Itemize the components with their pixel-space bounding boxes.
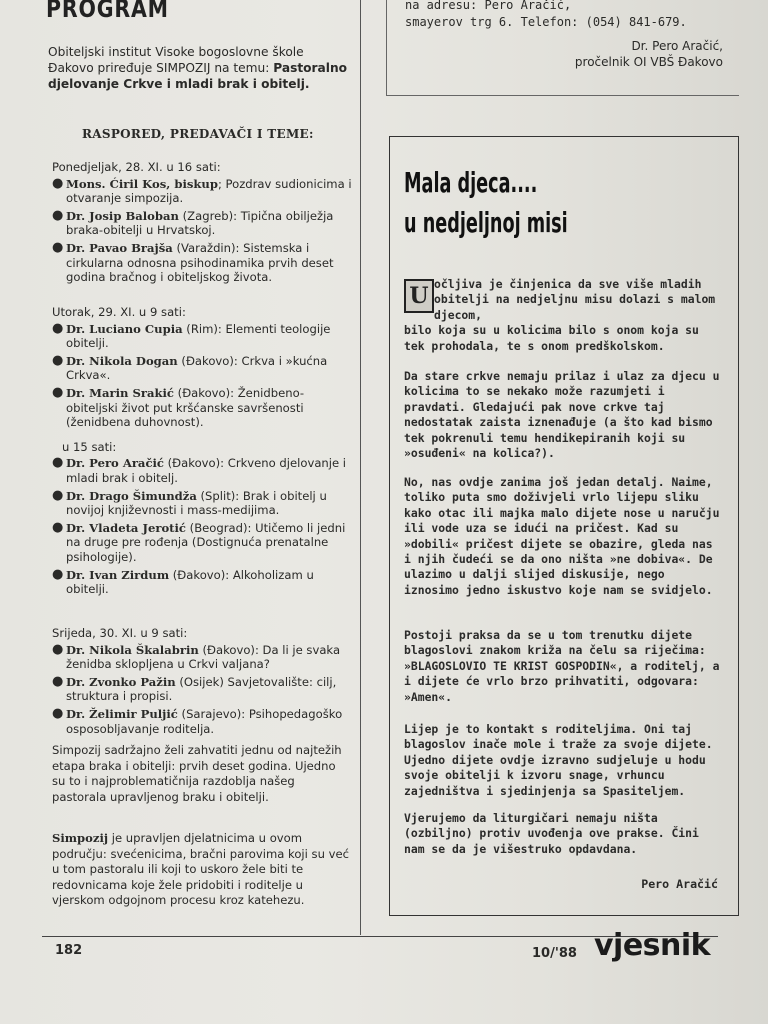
symposium-audience-paragraph	[52, 831, 352, 909]
schedule-title: RASPORED, PREDAVAČI I TEME:	[82, 127, 314, 141]
speaker-name: Dr. Ivan Zirdum	[66, 567, 170, 582]
speaker-name: Dr. Zvonko Pažin	[66, 674, 176, 689]
talk-item: ● Dr. Marin Srakić (Đakovo): Ženidbeno-obiteljski život put kršćanske savršenosti (ženidbena duhovnost).	[52, 384, 305, 430]
talk-item: ● Dr. Drago Šimundža (Split): Brak i obitelj u novijoj književnosti i mass-medijima.	[52, 487, 327, 518]
speaker-name: Dr. Luciano Cupia	[66, 321, 183, 336]
speaker-name: Dr. Josip Baloban	[66, 208, 179, 223]
talk-item: ● Dr. Nikola Škalabrin (Đakovo): Da li je svaka ženidba sklopljena u Crkvi valjana?	[52, 641, 341, 672]
article-title	[404, 163, 568, 243]
audience-text: je upravljen djelatnicima u ovom području: svećenicima, bračni parovima koji su već u tom pastoralu ili koji to uskoro žele biti te redovnicama koje žele pridobiti i roditelje u vjerskom odgojnom procesu kroz katehezu.	[52, 831, 349, 908]
talk-item: ● Dr. Vladeta Jerotić (Beograd): Utičemo li jedni na druge pre rođenja (Dostignuća prenatalne psihologije).	[52, 519, 346, 564]
talk-title: (Varaždin): Sistemska i cirkularna odnosna psihodinamika prvih deset godina bračnog i obiteljskog života.	[66, 240, 334, 285]
signature-block	[575, 38, 723, 70]
symposium-aim-paragraph: Simpozij sadržajno želi zahvatiti jednu od najtežih etapa braka i obitelji: prvih deset godina. Ujedno su to i najproblematičnija razdoblja našeg pastorala upravljenog braku i obitelji.	[52, 743, 342, 804]
address-block	[405, 0, 735, 31]
vjesnik-logo: vjesnik	[594, 928, 711, 963]
talk-title: (Đakovo): Ženidbeno-obiteljski život put kršćanske savršenosti (ženidbena duhovnost).	[66, 385, 305, 430]
program-heading: PROGRAM	[46, 0, 169, 23]
contact-snippet	[386, 0, 739, 96]
talk-item: ● Dr. Pero Aračić (Đakovo): Crkveno djelovanje i mladi brak i obitelj.	[52, 455, 347, 485]
article-paragraph: No, nas ovdje zanima još jedan detalj. Naime, toliko puta smo doživjeli vrlo lijepu sliku kako otac ili majka malo dijete nose u naručju ili vode uza se idući na pričest. Kad su »dobili« pričest dijete se obazire, gleda nas i njih čudeći se da ono ništa »ne dobiva«. De ulazimo u dalji slijed diskusije, nego iznosimo jedno iskustvo koje nam se svidjelo.	[404, 475, 720, 597]
talk-title: (Beograd): Utičemo li jedni na druge pre rođenja (Dostignuća prenatalne psihologije).	[66, 520, 346, 564]
address-line: na adresu: Pero Aračić,	[405, 0, 572, 12]
day-heading: Utorak, 29. XI. u 9 sati:	[52, 305, 186, 319]
signature-name: Dr. Pero Aračić,	[631, 39, 723, 53]
talk-title: (Đakovo): Da li je svaka ženidba sklopljena u Crkvi valjana?	[66, 642, 341, 672]
article-paragraph: Lijep je to kontakt s roditeljima. Oni taj blagoslov inače mole i traže za svoje dijete. Ujedno dijete ovdje izravno sudjeluje u hodu svoje obitelji k izvoru snage, vrhuncu zajedništva i sjedinjenja sa Spasiteljem.	[404, 722, 713, 798]
signature-title: pročelnik OI VBŠ Đakovo	[574, 55, 723, 69]
day-tuesday	[52, 305, 352, 600]
article-paragraph: Da stare crkve nemaju prilaz i ulaz za djecu u kolicima to se nekako može razumjeti i pravdati. Gledajući pak nove crkve taj nedostatak zaista iznenađuje (a što kad bismo tek pokrenuli temu hendikepiranih koji su »osuđeni« na kolica?).	[404, 369, 720, 461]
day-monday	[52, 160, 352, 288]
talk-list	[52, 643, 352, 737]
left-column	[42, 0, 361, 935]
talk-item: ● Mons. Ćiril Kos, biskup; Pozdrav sudionicima i otvaranje simpozija.	[52, 175, 352, 206]
talk-item: ● Dr. Nikola Dogan (Đakovo): Crkva i »kućna Crkva«.	[52, 352, 328, 383]
day-wednesday	[52, 626, 352, 739]
talk-title: (Rim): Elementi teologije obitelji.	[66, 321, 331, 351]
talk-list	[52, 322, 352, 430]
day-heading: Ponedjeljak, 28. XI. u 16 sati:	[52, 160, 221, 174]
talk-item: ● Dr. Luciano Cupia (Rim): Elementi teologije obitelji.	[52, 320, 331, 351]
article-title-line: u nedjeljnoj misi	[404, 206, 568, 239]
speaker-name: Mons. Ćiril Kos, biskup	[66, 176, 218, 191]
intro-text: Obiteljski institut Visoke bogoslovne škole Đakovo priređuje SIMPOZIJ na temu:	[48, 45, 304, 75]
article-paragraph	[404, 277, 724, 354]
talk-title: ; Pozdrav sudionicima i otvaranje simpozija.	[66, 176, 352, 206]
talk-list	[52, 177, 352, 285]
talk-title: (Sarajevo): Psihopedagoško osposobljavanje roditelja.	[66, 706, 343, 736]
talk-title: (Zagreb): Tipična obilježja braka-obitelji u Hrvatskoj.	[66, 208, 334, 238]
article-author: Pero Aračić	[641, 877, 718, 891]
speaker-name: Dr. Želimir Puljić	[66, 706, 178, 721]
speaker-name: Dr. Pavao Brajša	[66, 240, 173, 255]
intro-paragraph	[48, 44, 350, 92]
talk-title: (Đakovo): Crkva i »kućna Crkva«.	[66, 353, 328, 383]
day-heading: Srijeda, 30. XI. u 9 sati:	[52, 626, 188, 640]
talk-item: ● Dr. Želimir Puljić (Sarajevo): Psihopedagoško osposobljavanje roditelja.	[52, 705, 343, 736]
talk-title: (Đakovo): Alkoholizam u obitelji.	[66, 567, 314, 597]
speaker-name: Dr. Nikola Škalabrin	[66, 642, 199, 657]
paragraph-lead: očljiva je činjenica da sve više mladih obitelji na nedjeljnu misu dolazi s malom djecom,	[434, 277, 716, 322]
talk-title: (Split): Brak i obitelj u novijoj književnosti i mass-medijima.	[66, 488, 327, 518]
speaker-name: Dr. Drago Šimundža	[66, 488, 197, 503]
talk-item: ● Dr. Josip Baloban (Zagreb): Tipična obilježja braka-obitelji u Hrvatskoj.	[52, 207, 334, 238]
talk-title: (Osijek) Savjetovalište: cilj, struktura i propisi.	[66, 674, 337, 704]
speaker-name: Dr. Nikola Dogan	[66, 353, 178, 368]
talk-list	[52, 456, 352, 596]
talk-title: (Đakovo): Crkveno djelovanje i mladi brak i obitelj.	[66, 456, 347, 485]
intro-theme: Pastoralno djelovanje Crkve i mladi brak i obitelj.	[48, 61, 347, 91]
article-box	[389, 136, 739, 916]
article-title-line: Mala djeca....	[404, 166, 538, 199]
page-number: 182	[55, 943, 83, 958]
decorative-initial: U	[404, 279, 434, 313]
article-paragraph: Vjerujemo da liturgičari nemaju ništa (ozbiljno) protiv uvođenja ove prakse. Čini nam se da je višestruko opdavdana.	[404, 811, 699, 856]
symposium-label: Simpozij	[52, 831, 109, 845]
article-paragraph: Postoji praksa da se u tom trenutku dijete blagoslovi znakom križa na čelu sa riječima: »BLAGOSLOVIO TE KRIST GOSPODIN«, a roditelj, a i dijete će vrlo brzo prihvatiti, odgovara: »Amen«.	[404, 628, 720, 704]
address-line: smayerov trg 6. Telefon: (054) 841-679.	[405, 15, 687, 29]
talk-item: ● Dr. Pavao Brajša (Varaždin): Sistemska i cirkularna odnosna psihodinamika prvih deset godina bračnog i obiteljskog života.	[52, 239, 334, 285]
issue-number: 10/'88	[532, 946, 577, 961]
paragraph-continuation: bilo koja su u kolicima bilo s onom koja su tek prohodala, te s onom predškolskom.	[404, 323, 699, 353]
speaker-name: Dr. Marin Srakić	[66, 385, 174, 400]
talk-item: ● Dr. Zvonko Pažin (Osijek) Savjetovalište: cilj, struktura i propisi.	[52, 673, 337, 704]
speaker-name: Dr. Pero Aračić	[66, 456, 164, 471]
session-heading: u 15 sati:	[62, 439, 117, 454]
talk-item: ● Dr. Ivan Zirdum (Đakovo): Alkoholizam u obitelji.	[52, 566, 314, 597]
speaker-name: Dr. Vladeta Jerotić	[66, 520, 186, 535]
